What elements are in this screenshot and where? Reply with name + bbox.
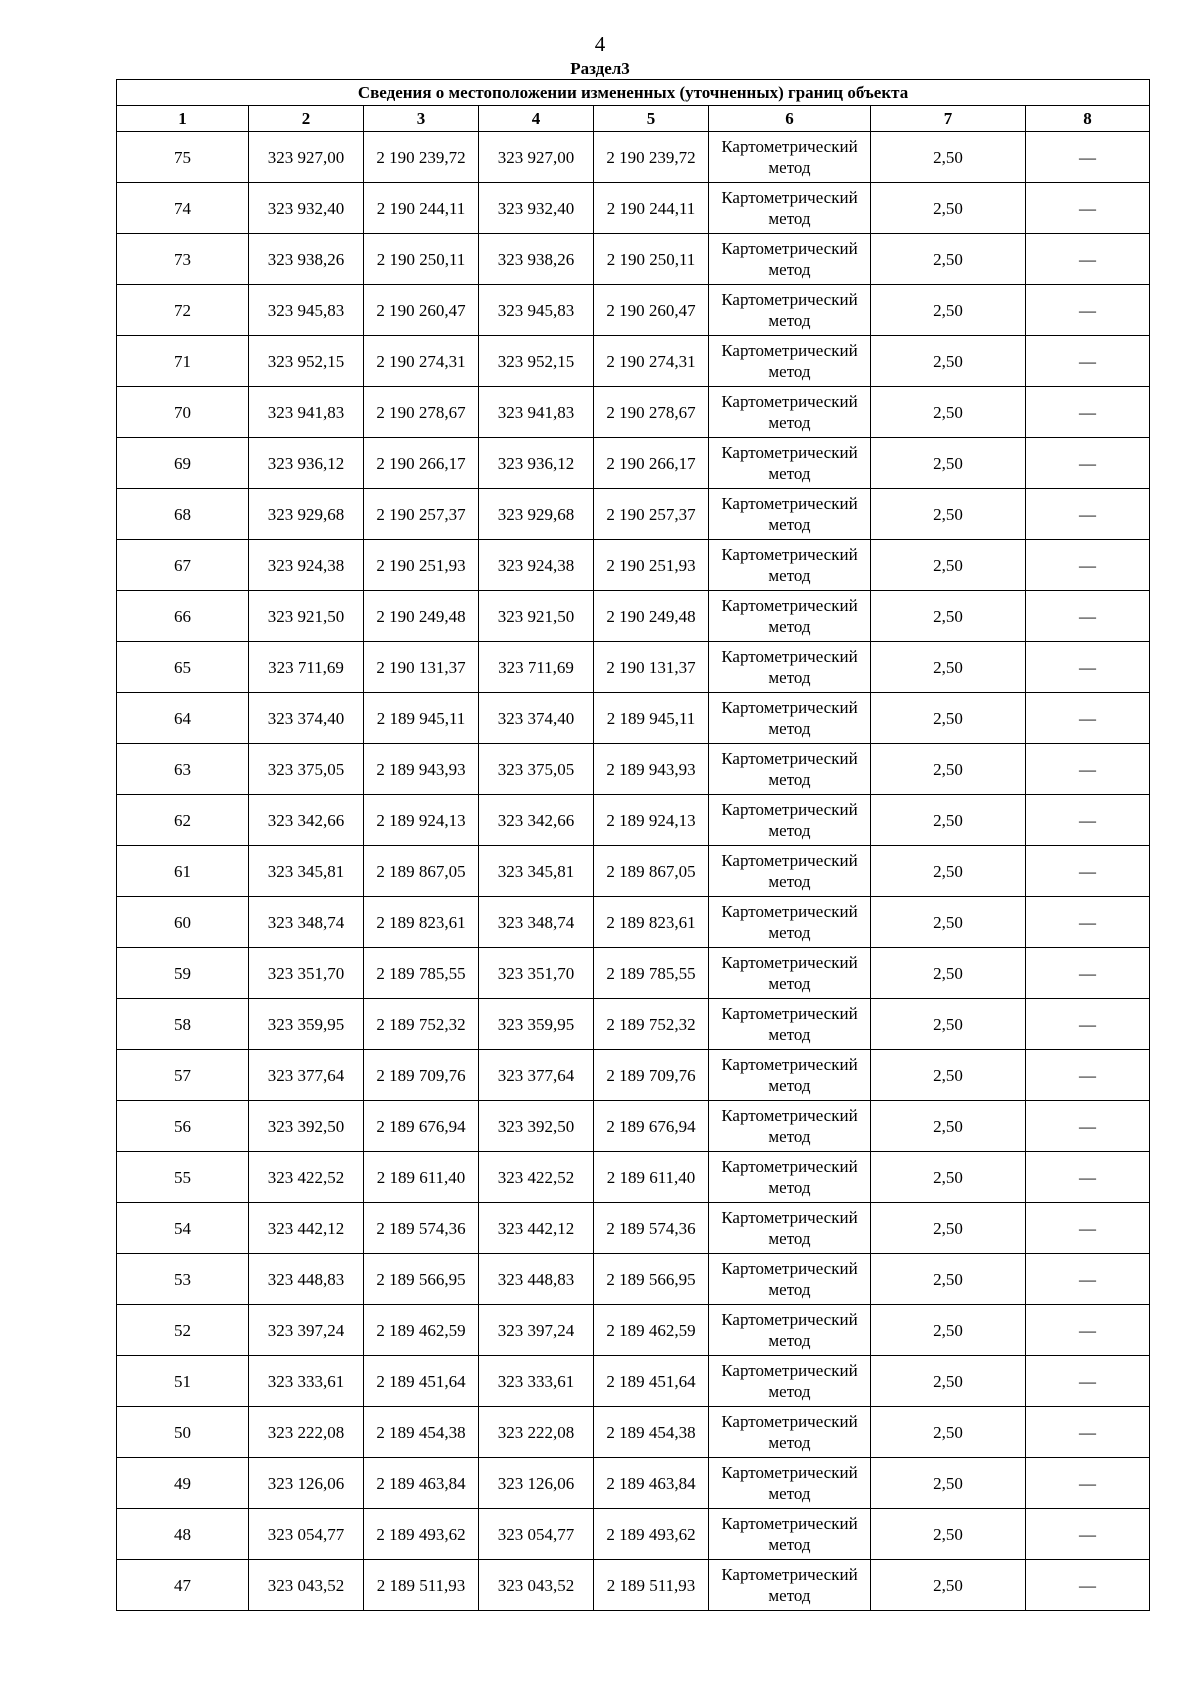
point-number-cell: 58	[117, 999, 249, 1050]
y-coordinate-new-cell: 2 189 463,84	[594, 1458, 709, 1509]
method-cell: Картометрический метод	[709, 336, 871, 387]
precision-cell: 2,50	[871, 489, 1026, 540]
table-row	[117, 234, 1150, 285]
table-caption-row	[117, 80, 1150, 106]
table-row	[117, 1203, 1150, 1254]
x-coordinate-new-cell: 323 392,50	[479, 1101, 594, 1152]
table-row	[117, 1560, 1150, 1611]
y-coordinate-new-cell: 2 190 260,47	[594, 285, 709, 336]
x-coordinate-cell: 323 921,50	[249, 591, 364, 642]
method-cell: Картометрический метод	[709, 591, 871, 642]
x-coordinate-new-cell: 323 345,81	[479, 846, 594, 897]
method-cell: Картометрический метод	[709, 897, 871, 948]
description-cell: —	[1026, 438, 1150, 489]
y-coordinate-new-cell: 2 189 867,05	[594, 846, 709, 897]
precision-cell: 2,50	[871, 438, 1026, 489]
point-number-cell: 62	[117, 795, 249, 846]
table-row	[117, 642, 1150, 693]
y-coordinate-new-cell: 2 189 709,76	[594, 1050, 709, 1101]
y-coordinate-cell: 2 189 924,13	[364, 795, 479, 846]
x-coordinate-cell: 323 392,50	[249, 1101, 364, 1152]
y-coordinate-new-cell: 2 189 676,94	[594, 1101, 709, 1152]
point-number-cell: 47	[117, 1560, 249, 1611]
table-row	[117, 438, 1150, 489]
precision-cell: 2,50	[871, 1050, 1026, 1101]
y-coordinate-cell: 2 189 463,84	[364, 1458, 479, 1509]
x-coordinate-cell: 323 945,83	[249, 285, 364, 336]
method-cell: Картометрический метод	[709, 1305, 871, 1356]
description-cell: —	[1026, 183, 1150, 234]
precision-cell: 2,50	[871, 846, 1026, 897]
y-coordinate-new-cell: 2 190 274,31	[594, 336, 709, 387]
precision-cell: 2,50	[871, 1305, 1026, 1356]
table-row	[117, 540, 1150, 591]
y-coordinate-cell: 2 190 260,47	[364, 285, 479, 336]
y-coordinate-cell: 2 189 566,95	[364, 1254, 479, 1305]
y-coordinate-new-cell: 2 190 131,37	[594, 642, 709, 693]
x-coordinate-cell: 323 348,74	[249, 897, 364, 948]
description-cell: —	[1026, 693, 1150, 744]
description-cell: —	[1026, 1560, 1150, 1611]
precision-cell: 2,50	[871, 999, 1026, 1050]
description-cell: —	[1026, 285, 1150, 336]
precision-cell: 2,50	[871, 1152, 1026, 1203]
description-cell: —	[1026, 1407, 1150, 1458]
description-cell: —	[1026, 1203, 1150, 1254]
x-coordinate-new-cell: 323 342,66	[479, 795, 594, 846]
y-coordinate-cell: 2 189 451,64	[364, 1356, 479, 1407]
x-coordinate-new-cell: 323 377,64	[479, 1050, 594, 1101]
y-coordinate-cell: 2 189 574,36	[364, 1203, 479, 1254]
x-coordinate-new-cell: 323 442,12	[479, 1203, 594, 1254]
column-number: 6	[709, 106, 871, 132]
point-number-cell: 67	[117, 540, 249, 591]
description-cell: —	[1026, 642, 1150, 693]
y-coordinate-new-cell: 2 189 945,11	[594, 693, 709, 744]
precision-cell: 2,50	[871, 387, 1026, 438]
table-row	[117, 999, 1150, 1050]
method-cell: Картометрический метод	[709, 948, 871, 999]
x-coordinate-new-cell: 323 938,26	[479, 234, 594, 285]
y-coordinate-cell: 2 189 611,40	[364, 1152, 479, 1203]
x-coordinate-new-cell: 323 348,74	[479, 897, 594, 948]
point-number-cell: 52	[117, 1305, 249, 1356]
method-cell: Картометрический метод	[709, 1050, 871, 1101]
precision-cell: 2,50	[871, 285, 1026, 336]
table-row	[117, 948, 1150, 999]
section-title: Раздел3	[570, 59, 630, 78]
description-cell: —	[1026, 1254, 1150, 1305]
precision-cell: 2,50	[871, 1458, 1026, 1509]
x-coordinate-cell: 323 938,26	[249, 234, 364, 285]
method-cell: Картометрический метод	[709, 540, 871, 591]
y-coordinate-new-cell: 2 189 454,38	[594, 1407, 709, 1458]
x-coordinate-cell: 323 359,95	[249, 999, 364, 1050]
method-cell: Картометрический метод	[709, 1203, 871, 1254]
table-row	[117, 1101, 1150, 1152]
y-coordinate-cell: 2 190 250,11	[364, 234, 479, 285]
point-number-cell: 75	[117, 132, 249, 183]
method-cell: Картометрический метод	[709, 489, 871, 540]
y-coordinate-cell: 2 190 278,67	[364, 387, 479, 438]
point-number-cell: 74	[117, 183, 249, 234]
table-row	[117, 744, 1150, 795]
x-coordinate-cell: 323 126,06	[249, 1458, 364, 1509]
table-row	[117, 1152, 1150, 1203]
x-coordinate-new-cell: 323 448,83	[479, 1254, 594, 1305]
column-number: 4	[479, 106, 594, 132]
y-coordinate-cell: 2 190 249,48	[364, 591, 479, 642]
x-coordinate-cell: 323 345,81	[249, 846, 364, 897]
x-coordinate-new-cell: 323 921,50	[479, 591, 594, 642]
x-coordinate-new-cell: 323 374,40	[479, 693, 594, 744]
y-coordinate-new-cell: 2 189 924,13	[594, 795, 709, 846]
table-row	[117, 387, 1150, 438]
y-coordinate-new-cell: 2 190 257,37	[594, 489, 709, 540]
description-cell: —	[1026, 591, 1150, 642]
table-row	[117, 795, 1150, 846]
table-row	[117, 285, 1150, 336]
point-number-cell: 60	[117, 897, 249, 948]
y-coordinate-new-cell: 2 190 266,17	[594, 438, 709, 489]
y-coordinate-new-cell: 2 189 574,36	[594, 1203, 709, 1254]
method-cell: Картометрический метод	[709, 693, 871, 744]
y-coordinate-cell: 2 190 257,37	[364, 489, 479, 540]
description-cell: —	[1026, 1152, 1150, 1203]
table-row	[117, 693, 1150, 744]
table-row	[117, 1050, 1150, 1101]
point-number-cell: 51	[117, 1356, 249, 1407]
x-coordinate-cell: 323 374,40	[249, 693, 364, 744]
point-number-cell: 50	[117, 1407, 249, 1458]
y-coordinate-cell: 2 190 131,37	[364, 642, 479, 693]
y-coordinate-new-cell: 2 190 250,11	[594, 234, 709, 285]
x-coordinate-cell: 323 333,61	[249, 1356, 364, 1407]
x-coordinate-cell: 323 448,83	[249, 1254, 364, 1305]
column-number: 2	[249, 106, 364, 132]
y-coordinate-cell: 2 189 943,93	[364, 744, 479, 795]
y-coordinate-new-cell: 2 190 249,48	[594, 591, 709, 642]
point-number-cell: 64	[117, 693, 249, 744]
x-coordinate-new-cell: 323 397,24	[479, 1305, 594, 1356]
table-row	[117, 1509, 1150, 1560]
column-number: 5	[594, 106, 709, 132]
point-number-cell: 70	[117, 387, 249, 438]
y-coordinate-new-cell: 2 190 278,67	[594, 387, 709, 438]
x-coordinate-new-cell: 323 932,40	[479, 183, 594, 234]
y-coordinate-cell: 2 189 462,59	[364, 1305, 479, 1356]
precision-cell: 2,50	[871, 693, 1026, 744]
method-cell: Картометрический метод	[709, 387, 871, 438]
x-coordinate-new-cell: 323 929,68	[479, 489, 594, 540]
x-coordinate-cell: 323 351,70	[249, 948, 364, 999]
x-coordinate-cell: 323 054,77	[249, 1509, 364, 1560]
x-coordinate-cell: 323 711,69	[249, 642, 364, 693]
precision-cell: 2,50	[871, 1560, 1026, 1611]
table-row	[117, 1407, 1150, 1458]
x-coordinate-cell: 323 442,12	[249, 1203, 364, 1254]
x-coordinate-cell: 323 941,83	[249, 387, 364, 438]
precision-cell: 2,50	[871, 744, 1026, 795]
x-coordinate-cell: 323 397,24	[249, 1305, 364, 1356]
method-cell: Картометрический метод	[709, 1254, 871, 1305]
precision-cell: 2,50	[871, 1509, 1026, 1560]
x-coordinate-new-cell: 323 043,52	[479, 1560, 594, 1611]
point-number-cell: 53	[117, 1254, 249, 1305]
x-coordinate-cell: 323 377,64	[249, 1050, 364, 1101]
y-coordinate-cell: 2 189 454,38	[364, 1407, 479, 1458]
method-cell: Картометрический метод	[709, 1509, 871, 1560]
precision-cell: 2,50	[871, 132, 1026, 183]
point-number-cell: 66	[117, 591, 249, 642]
precision-cell: 2,50	[871, 642, 1026, 693]
x-coordinate-cell: 323 043,52	[249, 1560, 364, 1611]
y-coordinate-new-cell: 2 189 752,32	[594, 999, 709, 1050]
method-cell: Картометрический метод	[709, 846, 871, 897]
description-cell: —	[1026, 1305, 1150, 1356]
x-coordinate-new-cell: 323 359,95	[479, 999, 594, 1050]
x-coordinate-new-cell: 323 375,05	[479, 744, 594, 795]
x-coordinate-cell: 323 936,12	[249, 438, 364, 489]
description-cell: —	[1026, 846, 1150, 897]
description-cell: —	[1026, 999, 1150, 1050]
y-coordinate-cell: 2 189 823,61	[364, 897, 479, 948]
y-coordinate-new-cell: 2 189 462,59	[594, 1305, 709, 1356]
method-cell: Картометрический метод	[709, 999, 871, 1050]
precision-cell: 2,50	[871, 948, 1026, 999]
point-number-cell: 69	[117, 438, 249, 489]
x-coordinate-cell: 323 342,66	[249, 795, 364, 846]
point-number-cell: 63	[117, 744, 249, 795]
y-coordinate-cell: 2 190 251,93	[364, 540, 479, 591]
point-number-cell: 57	[117, 1050, 249, 1101]
precision-cell: 2,50	[871, 336, 1026, 387]
precision-cell: 2,50	[871, 795, 1026, 846]
x-coordinate-new-cell: 323 422,52	[479, 1152, 594, 1203]
point-number-cell: 65	[117, 642, 249, 693]
page-number: 4	[594, 32, 606, 56]
x-coordinate-new-cell: 323 711,69	[479, 642, 594, 693]
y-coordinate-new-cell: 2 189 943,93	[594, 744, 709, 795]
x-coordinate-new-cell: 323 333,61	[479, 1356, 594, 1407]
y-coordinate-cell: 2 190 266,17	[364, 438, 479, 489]
precision-cell: 2,50	[871, 183, 1026, 234]
x-coordinate-cell: 323 932,40	[249, 183, 364, 234]
y-coordinate-new-cell: 2 189 566,95	[594, 1254, 709, 1305]
x-coordinate-new-cell: 323 054,77	[479, 1509, 594, 1560]
method-cell: Картометрический метод	[709, 183, 871, 234]
point-number-cell: 56	[117, 1101, 249, 1152]
description-cell: —	[1026, 540, 1150, 591]
precision-cell: 2,50	[871, 1101, 1026, 1152]
x-coordinate-new-cell: 323 126,06	[479, 1458, 594, 1509]
x-coordinate-new-cell: 323 927,00	[479, 132, 594, 183]
y-coordinate-new-cell: 2 189 785,55	[594, 948, 709, 999]
description-cell: —	[1026, 1458, 1150, 1509]
description-cell: —	[1026, 1356, 1150, 1407]
x-coordinate-new-cell: 323 952,15	[479, 336, 594, 387]
y-coordinate-cell: 2 190 274,31	[364, 336, 479, 387]
description-cell: —	[1026, 336, 1150, 387]
y-coordinate-cell: 2 189 945,11	[364, 693, 479, 744]
description-cell: —	[1026, 1509, 1150, 1560]
method-cell: Картометрический метод	[709, 1458, 871, 1509]
point-number-cell: 68	[117, 489, 249, 540]
point-number-cell: 55	[117, 1152, 249, 1203]
y-coordinate-cell: 2 189 493,62	[364, 1509, 479, 1560]
x-coordinate-cell: 323 929,68	[249, 489, 364, 540]
y-coordinate-cell: 2 189 676,94	[364, 1101, 479, 1152]
method-cell: Картометрический метод	[709, 234, 871, 285]
method-cell: Картометрический метод	[709, 1152, 871, 1203]
table-row	[117, 591, 1150, 642]
point-number-cell: 48	[117, 1509, 249, 1560]
method-cell: Картометрический метод	[709, 1407, 871, 1458]
y-coordinate-new-cell: 2 189 493,62	[594, 1509, 709, 1560]
precision-cell: 2,50	[871, 234, 1026, 285]
column-number: 8	[1026, 106, 1150, 132]
description-cell: —	[1026, 795, 1150, 846]
table-row	[117, 1305, 1150, 1356]
description-cell: —	[1026, 234, 1150, 285]
method-cell: Картометрический метод	[709, 795, 871, 846]
column-number: 3	[364, 106, 479, 132]
y-coordinate-cell: 2 189 709,76	[364, 1050, 479, 1101]
table-row	[117, 1254, 1150, 1305]
precision-cell: 2,50	[871, 540, 1026, 591]
method-cell: Картометрический метод	[709, 438, 871, 489]
y-coordinate-new-cell: 2 189 611,40	[594, 1152, 709, 1203]
description-cell: —	[1026, 897, 1150, 948]
point-number-cell: 72	[117, 285, 249, 336]
precision-cell: 2,50	[871, 1254, 1026, 1305]
method-cell: Картометрический метод	[709, 1560, 871, 1611]
method-cell: Картометрический метод	[709, 1356, 871, 1407]
coordinates-table	[116, 79, 1150, 1611]
y-coordinate-cell: 2 189 511,93	[364, 1560, 479, 1611]
x-coordinate-new-cell: 323 351,70	[479, 948, 594, 999]
precision-cell: 2,50	[871, 1407, 1026, 1458]
table-row	[117, 897, 1150, 948]
y-coordinate-cell: 2 189 867,05	[364, 846, 479, 897]
y-coordinate-new-cell: 2 189 823,61	[594, 897, 709, 948]
point-number-cell: 71	[117, 336, 249, 387]
column-number-row	[117, 106, 1150, 132]
description-cell: —	[1026, 489, 1150, 540]
x-coordinate-cell: 323 952,15	[249, 336, 364, 387]
precision-cell: 2,50	[871, 1356, 1026, 1407]
y-coordinate-cell: 2 189 752,32	[364, 999, 479, 1050]
description-cell: —	[1026, 132, 1150, 183]
x-coordinate-new-cell: 323 941,83	[479, 387, 594, 438]
y-coordinate-new-cell: 2 190 244,11	[594, 183, 709, 234]
method-cell: Картометрический метод	[709, 642, 871, 693]
method-cell: Картометрический метод	[709, 132, 871, 183]
x-coordinate-cell: 323 924,38	[249, 540, 364, 591]
method-cell: Картометрический метод	[709, 744, 871, 795]
table-row	[117, 489, 1150, 540]
precision-cell: 2,50	[871, 591, 1026, 642]
description-cell: —	[1026, 1050, 1150, 1101]
point-number-cell: 61	[117, 846, 249, 897]
table-row	[117, 1356, 1150, 1407]
y-coordinate-cell: 2 190 244,11	[364, 183, 479, 234]
precision-cell: 2,50	[871, 897, 1026, 948]
table-caption: Сведения о местоположении измененных (уточненных) границ объекта	[117, 80, 1150, 106]
description-cell: —	[1026, 1101, 1150, 1152]
method-cell: Картометрический метод	[709, 1101, 871, 1152]
table-body	[117, 132, 1150, 1611]
x-coordinate-cell: 323 422,52	[249, 1152, 364, 1203]
x-coordinate-cell: 323 927,00	[249, 132, 364, 183]
x-coordinate-new-cell: 323 924,38	[479, 540, 594, 591]
y-coordinate-cell: 2 189 785,55	[364, 948, 479, 999]
x-coordinate-new-cell: 323 222,08	[479, 1407, 594, 1458]
table-row	[117, 183, 1150, 234]
table-row	[117, 336, 1150, 387]
y-coordinate-new-cell: 2 189 511,93	[594, 1560, 709, 1611]
x-coordinate-cell: 323 222,08	[249, 1407, 364, 1458]
table-row	[117, 132, 1150, 183]
y-coordinate-new-cell: 2 190 251,93	[594, 540, 709, 591]
point-number-cell: 54	[117, 1203, 249, 1254]
column-number: 1	[117, 106, 249, 132]
table-row	[117, 846, 1150, 897]
table-row	[117, 1458, 1150, 1509]
y-coordinate-new-cell: 2 190 239,72	[594, 132, 709, 183]
column-number: 7	[871, 106, 1026, 132]
x-coordinate-new-cell: 323 945,83	[479, 285, 594, 336]
description-cell: —	[1026, 948, 1150, 999]
y-coordinate-cell: 2 190 239,72	[364, 132, 479, 183]
y-coordinate-new-cell: 2 189 451,64	[594, 1356, 709, 1407]
method-cell: Картометрический метод	[709, 285, 871, 336]
precision-cell: 2,50	[871, 1203, 1026, 1254]
point-number-cell: 73	[117, 234, 249, 285]
x-coordinate-new-cell: 323 936,12	[479, 438, 594, 489]
point-number-cell: 59	[117, 948, 249, 999]
description-cell: —	[1026, 744, 1150, 795]
point-number-cell: 49	[117, 1458, 249, 1509]
x-coordinate-cell: 323 375,05	[249, 744, 364, 795]
description-cell: —	[1026, 387, 1150, 438]
